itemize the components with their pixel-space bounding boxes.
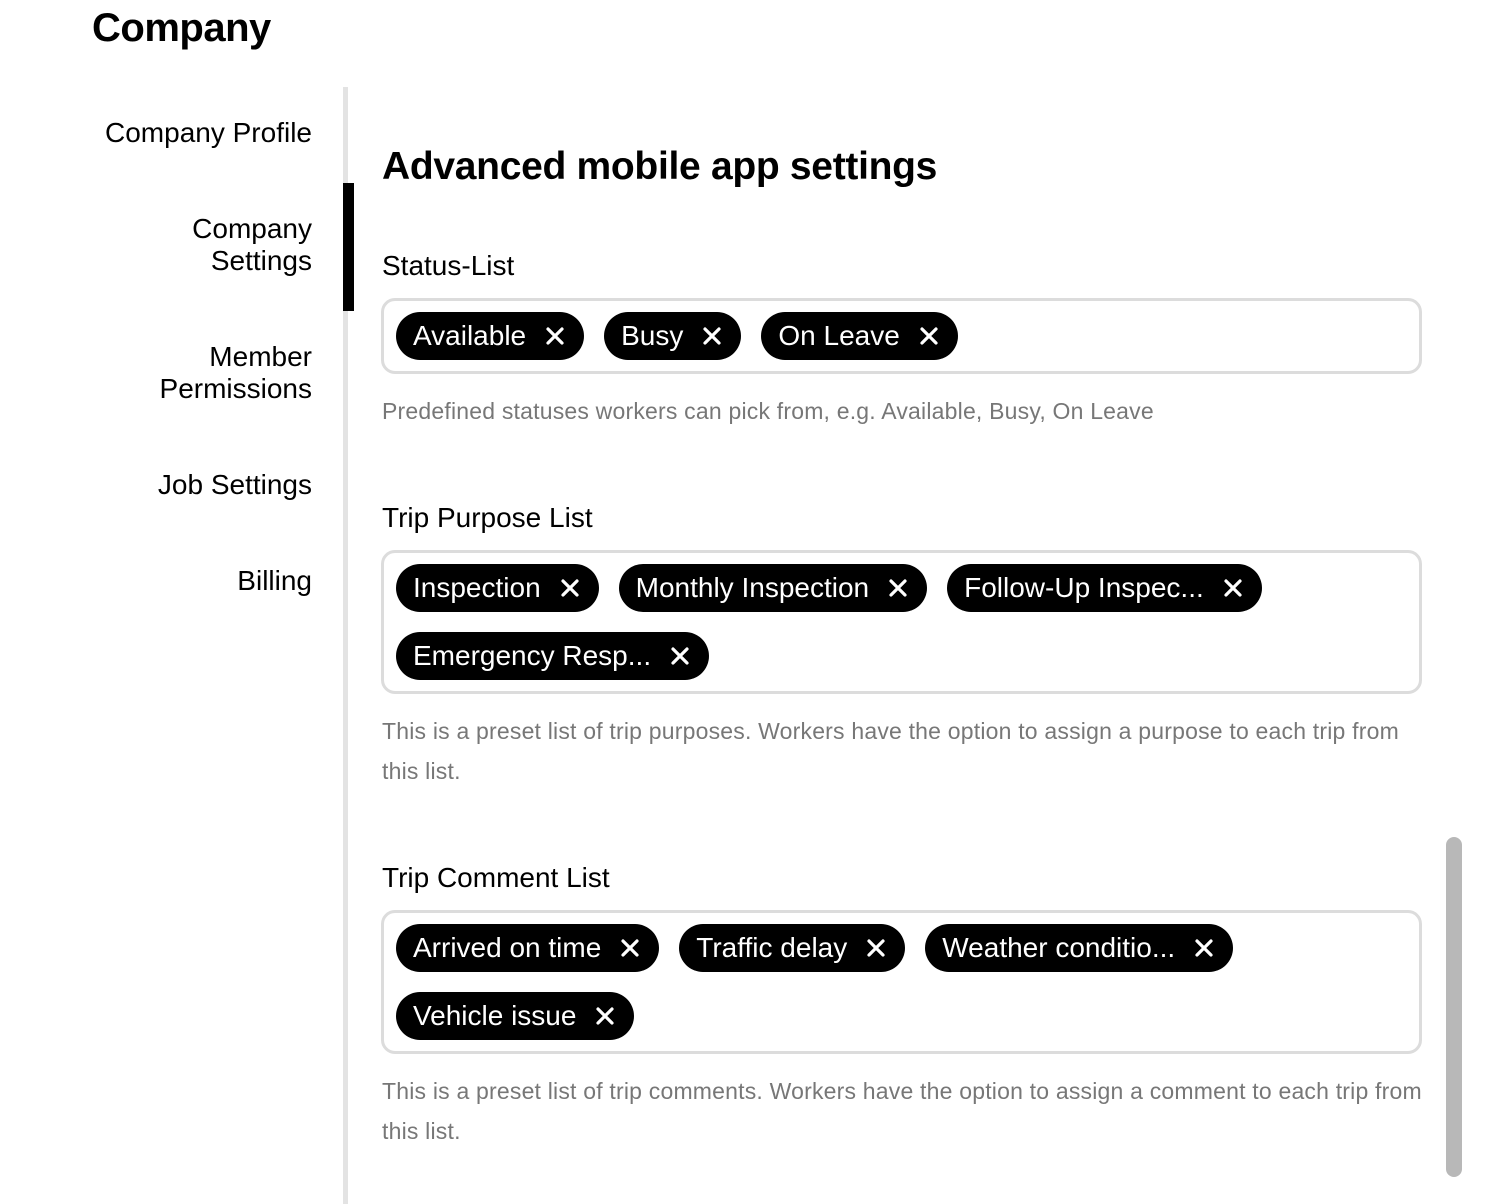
tag-chip <box>761 312 957 360</box>
close-icon[interactable] <box>540 321 570 351</box>
tag-chip <box>925 924 1233 972</box>
sidebar-item-company-profile[interactable] <box>12 117 312 149</box>
close-icon[interactable] <box>615 933 645 963</box>
sidebar-item-label: Member Permissions <box>159 341 312 404</box>
sidebar-active-indicator <box>343 183 354 311</box>
tag-label: Traffic delay <box>696 932 848 963</box>
trip-comment-list-input[interactable] <box>381 910 1422 1054</box>
trip-purpose-list-label: Trip Purpose List <box>382 502 593 533</box>
close-icon[interactable] <box>1189 933 1219 963</box>
tag-label: Inspection <box>413 572 541 603</box>
status-list-input[interactable] <box>381 298 1422 374</box>
tag-label: Available <box>413 320 527 351</box>
trip-purpose-list-help: This is a preset list of trip purposes. Workers have the option to assign a purpose to each trip from this list. <box>382 718 1399 784</box>
status-list-help: Predefined statuses workers can pick from, e.g. Available, Busy, On Leave <box>382 398 1154 424</box>
tag-chip <box>947 564 1262 612</box>
tag-chip <box>396 992 634 1040</box>
tag-chip <box>396 564 599 612</box>
sidebar-item-member-permissions[interactable] <box>112 341 312 405</box>
sidebar-item-label: Billing <box>237 565 312 596</box>
tag-chip <box>396 632 709 680</box>
close-icon[interactable] <box>555 573 585 603</box>
tag-label: Busy <box>621 320 684 351</box>
sidebar-item-label: Company Profile <box>105 117 312 148</box>
sidebar-item-company-settings[interactable] <box>112 213 312 277</box>
tag-label: Vehicle issue <box>413 1000 577 1031</box>
section-title: Advanced mobile app settings <box>382 145 938 188</box>
trip-comment-list-label: Trip Comment List <box>382 862 610 893</box>
sidebar <box>0 87 344 1204</box>
trip-purpose-list-input[interactable] <box>381 550 1422 694</box>
status-list-label: Status-List <box>382 250 515 281</box>
close-icon[interactable] <box>883 573 913 603</box>
close-icon[interactable] <box>914 321 944 351</box>
tag-label: Monthly Inspection <box>635 572 870 603</box>
tag-chip <box>396 312 584 360</box>
tag-label: Arrived on time <box>413 932 602 963</box>
close-icon[interactable] <box>1218 573 1248 603</box>
trip-comment-list-help: This is a preset list of trip comments. Workers have the option to assign a comment to each trip from this list. <box>382 1078 1422 1144</box>
scrollbar-thumb[interactable] <box>1446 837 1462 1177</box>
sidebar-item-label: Job Settings <box>157 469 312 500</box>
tag-label: Emergency Resp... <box>413 640 652 671</box>
tag-chip <box>396 924 659 972</box>
sidebar-item-job-settings[interactable] <box>12 469 312 501</box>
close-icon[interactable] <box>861 933 891 963</box>
close-icon[interactable] <box>697 321 727 351</box>
tag-chip <box>604 312 741 360</box>
tag-chip <box>619 564 927 612</box>
sidebar-item-billing[interactable] <box>12 565 312 597</box>
close-icon[interactable] <box>590 1001 620 1031</box>
tag-chip <box>679 924 905 972</box>
tag-label: On Leave <box>778 320 900 351</box>
close-icon[interactable] <box>665 641 695 671</box>
tag-label: Follow-Up Inspec... <box>964 572 1204 603</box>
sidebar-item-label: Company Settings <box>192 213 312 276</box>
page-title: Company <box>92 6 271 50</box>
tag-label: Weather conditio... <box>942 932 1176 963</box>
